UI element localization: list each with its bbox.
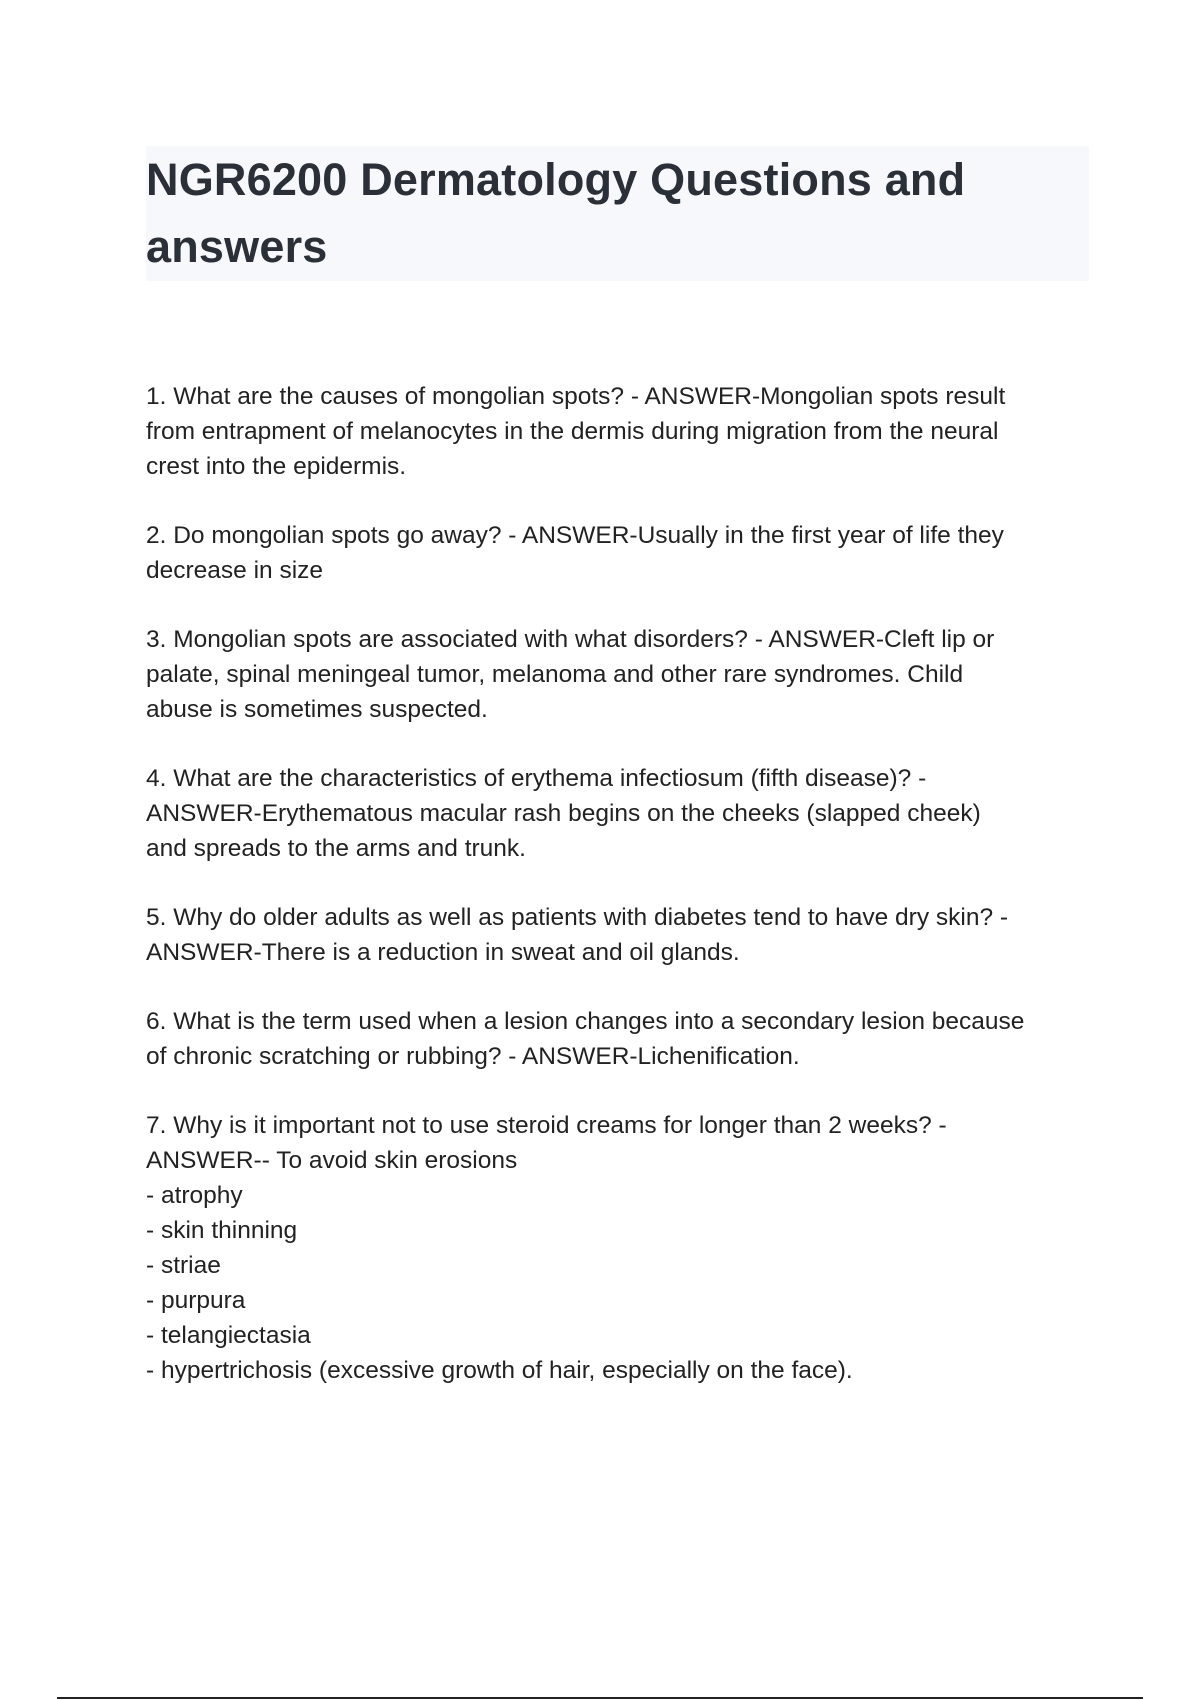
qa-line: 4. What are the characteristics of erythema infectiosum (fifth disease)? - [146, 765, 927, 792]
qa-line: and spreads to the arms and trunk. [146, 835, 526, 862]
qa-line: from entrapment of melanocytes in the dermis during migration from the neural [146, 418, 999, 445]
qa-line: - purpura [146, 1287, 246, 1314]
qa-line: ANSWER-There is a reduction in sweat and oil glands. [146, 939, 740, 966]
qa-item-1 [146, 379, 1096, 484]
qa-line: 2. Do mongolian spots go away? - ANSWER-Usually in the first year of life they [146, 522, 1004, 549]
qa-line: ANSWER-- To avoid skin erosions [146, 1147, 518, 1174]
qa-item-4 [146, 761, 1096, 866]
page-title [146, 146, 1089, 280]
qa-list [146, 379, 1096, 1422]
qa-item-6 [146, 1004, 1096, 1074]
qa-line: - skin thinning [146, 1217, 298, 1244]
title-line-2: answers [146, 221, 328, 272]
page-bottom-rule [57, 1697, 1143, 1699]
qa-line: - atrophy [146, 1182, 243, 1209]
qa-line: 1. What are the causes of mongolian spots? - ANSWER-Mongolian spots result [146, 383, 1006, 410]
qa-item-2 [146, 518, 1096, 588]
qa-item-7 [146, 1108, 1096, 1388]
qa-line: abuse is sometimes suspected. [146, 696, 488, 723]
qa-line: 6. What is the term used when a lesion changes into a secondary lesion because [146, 1008, 1025, 1035]
qa-line: of chronic scratching or rubbing? - ANSWER-Lichenification. [146, 1043, 800, 1070]
qa-line: - striae [146, 1252, 221, 1279]
qa-line: crest into the epidermis. [146, 453, 407, 480]
qa-line: 3. Mongolian spots are associated with what disorders? - ANSWER-Cleft lip or [146, 626, 995, 653]
qa-line: palate, spinal meningeal tumor, melanoma and other rare syndromes. Child [146, 661, 964, 688]
qa-item-3 [146, 622, 1096, 727]
qa-item-5 [146, 900, 1096, 970]
qa-line: 5. Why do older adults as well as patients with diabetes tend to have dry skin? - [146, 904, 1009, 931]
qa-line: - hypertrichosis (excessive growth of hair, especially on the face). [146, 1357, 853, 1384]
title-block [146, 146, 1089, 281]
qa-line: 7. Why is it important not to use steroid creams for longer than 2 weeks? - [146, 1112, 947, 1139]
qa-line: - telangiectasia [146, 1322, 311, 1349]
qa-line: decrease in size [146, 557, 324, 584]
title-line-1: NGR6200 Dermatology Questions and [146, 154, 966, 205]
qa-line: ANSWER-Erythematous macular rash begins on the cheeks (slapped cheek) [146, 800, 981, 827]
